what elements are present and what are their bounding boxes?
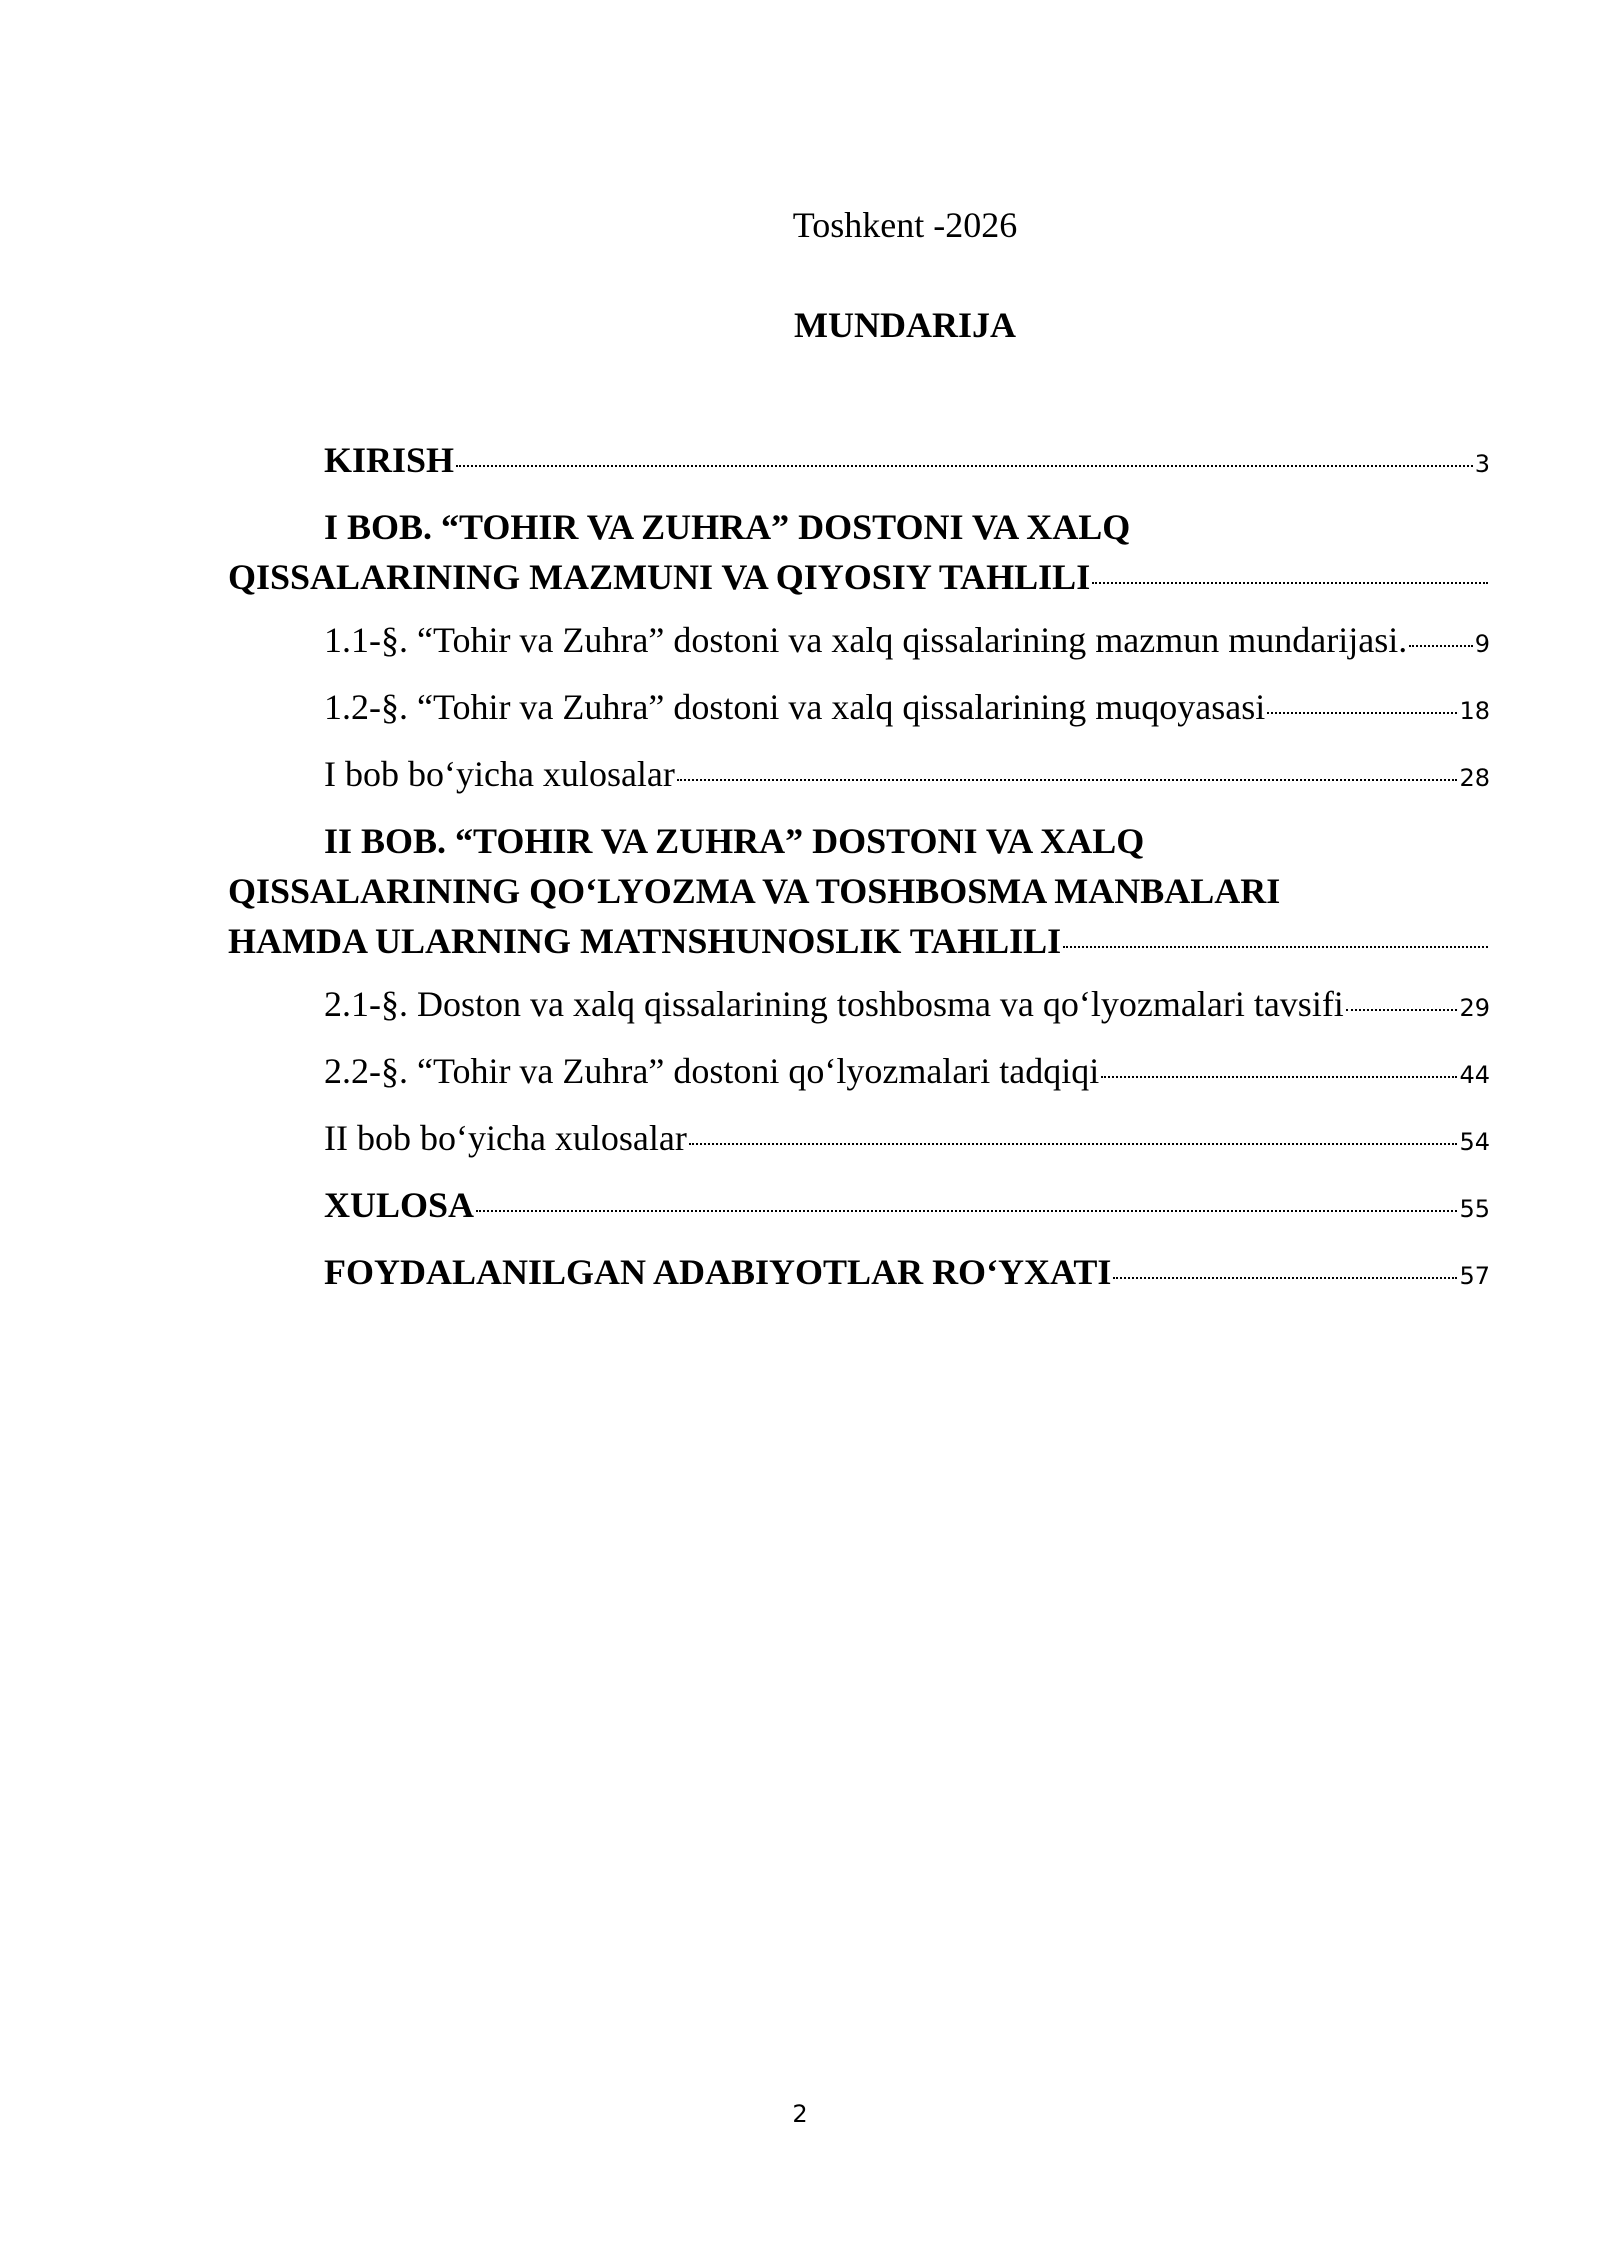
toc-entry-label-line: QISSALARINING QO‘LYOZMA VA TOSHBOSMA MANBALARI <box>228 871 1281 911</box>
toc-page-number: 9 <box>1474 630 1490 658</box>
toc-entry-label: FOYDALANILGAN ADABIYOTLAR RO‘YXATI <box>324 1252 1112 1292</box>
dot-leader <box>456 465 1473 467</box>
dot-leader <box>476 1210 1457 1212</box>
city-year: Toshkent -2026 <box>792 205 1018 245</box>
dot-leader <box>689 1143 1458 1145</box>
toc-entry-last-line <box>228 916 1490 966</box>
toc-entry-label: KIRISH <box>324 440 455 480</box>
page-number: 2 <box>792 2100 808 2128</box>
toc-entry-section-2-1[interactable] <box>228 979 1490 1033</box>
toc-page-number: 3 <box>1474 450 1490 478</box>
toc-entry-section-2-2[interactable] <box>228 1046 1490 1100</box>
dot-leader <box>1409 645 1473 647</box>
toc-entry-xulosa[interactable] <box>228 1180 1490 1234</box>
toc-entry-kirish[interactable] <box>228 435 1490 489</box>
toc-page-number: 55 <box>1459 1195 1490 1223</box>
toc-entry-label: 2.1-§. Doston va xalq qissalarining toshbosma va qo‘lyozmalari tavsifi <box>324 984 1344 1024</box>
dot-leader <box>1346 1009 1458 1011</box>
toc-entry-section-1-2[interactable] <box>228 682 1490 736</box>
toc-entry-last-line <box>228 552 1490 602</box>
toc-entry-label: 1.2-§. “Tohir va Zuhra” dostoni va xalq qissalarining muqoyasasi <box>324 687 1266 727</box>
toc-entry-chapter-2-conclusions[interactable] <box>228 1113 1490 1167</box>
toc-entry-label: XULOSA <box>324 1185 475 1225</box>
toc-entry-chapter-1[interactable] <box>228 502 1490 602</box>
toc-entry-chapter-2[interactable] <box>228 816 1490 966</box>
toc-entry-chapter-1-conclusions[interactable] <box>228 749 1490 803</box>
dot-leader <box>1101 1076 1457 1078</box>
toc-entry-label: 1.1-§. “Tohir va Zuhra” dostoni va xalq qissalarining mazmun mundarijasi. <box>324 620 1408 660</box>
toc-entry-label-line: II BOB. “TOHIR VA ZUHRA” DOSTONI VA XALQ <box>324 821 1145 861</box>
toc-entry-label-line: I BOB. “TOHIR VA ZUHRA” DOSTONI VA XALQ <box>324 507 1131 547</box>
toc-entry-label: 2.2-§. “Tohir va Zuhra” dostoni qo‘lyozmalari tadqiqi <box>324 1051 1100 1091</box>
toc-entry-label-line: HAMDA ULARNING MATNSHUNOSLIK TAHLILI <box>228 921 1062 961</box>
dot-leader <box>677 779 1458 781</box>
dot-leader <box>1113 1277 1457 1279</box>
dot-leader <box>1092 582 1488 584</box>
dot-leader <box>1267 712 1457 714</box>
table-of-contents <box>228 435 1490 1314</box>
toc-entry-references[interactable] <box>228 1247 1490 1301</box>
toc-entry-label: I bob bo‘yicha xulosalar <box>324 754 675 794</box>
toc-entry-section-1-1[interactable] <box>228 615 1490 669</box>
toc-title: MUNDARIJA <box>794 305 1016 345</box>
dot-leader <box>1063 946 1488 948</box>
toc-page-number: 44 <box>1459 1061 1490 1089</box>
toc-page-number: 54 <box>1459 1128 1490 1156</box>
toc-page-number: 18 <box>1459 697 1490 725</box>
toc-page-number: 57 <box>1459 1262 1490 1290</box>
toc-entry-label-line: QISSALARINING MAZMUNI VA QIYOSIY TAHLILI <box>228 557 1091 597</box>
toc-entry-label: II bob bo‘yicha xulosalar <box>324 1118 687 1158</box>
toc-page-number: 29 <box>1459 994 1490 1022</box>
toc-page-number: 28 <box>1459 764 1490 792</box>
